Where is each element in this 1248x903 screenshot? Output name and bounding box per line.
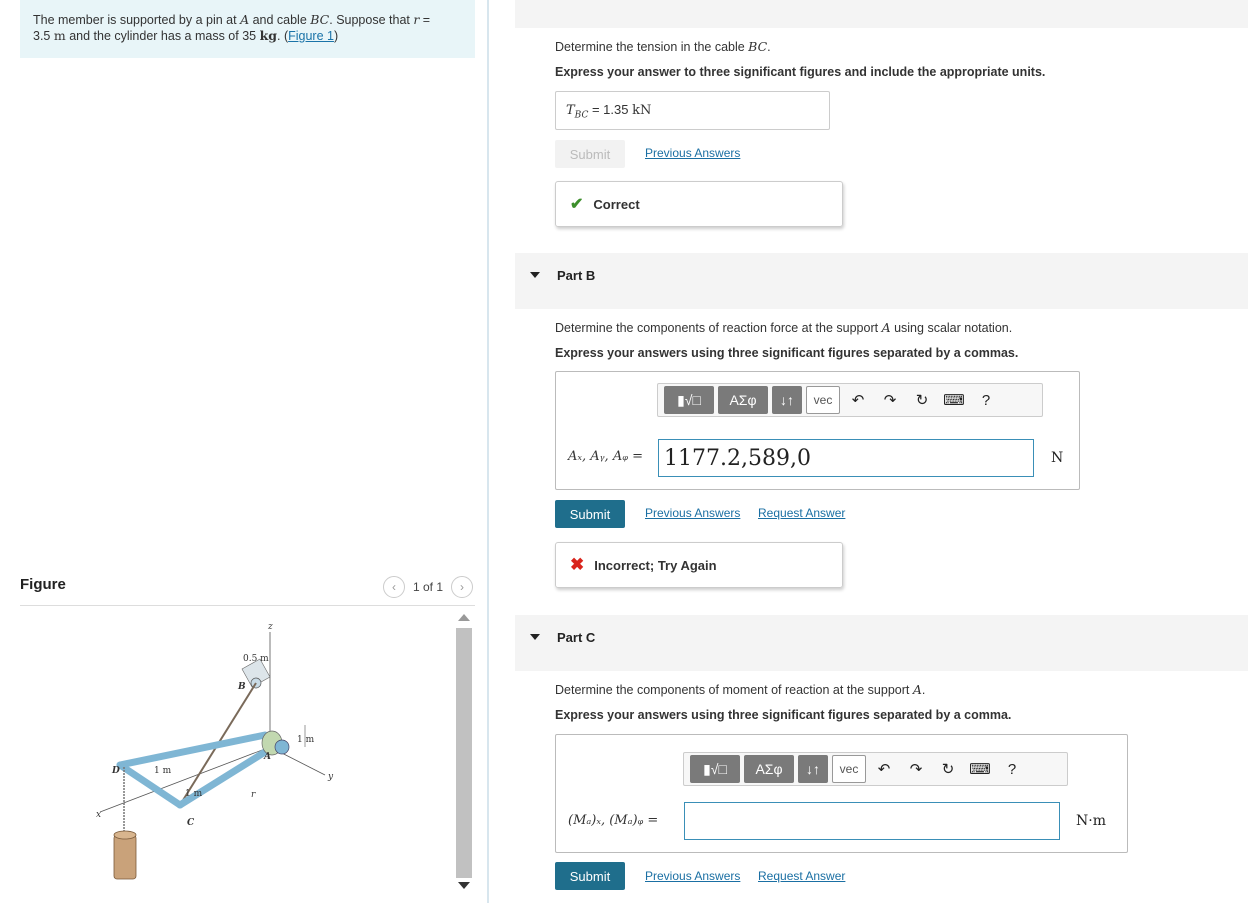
part-a-answer-field[interactable]	[555, 91, 830, 130]
label-c: C	[187, 818, 195, 828]
arrows-button[interactable]	[772, 386, 802, 414]
answer-var: T	[566, 103, 575, 118]
feedback-text: Incorrect; Try Again	[594, 557, 717, 573]
column-divider	[487, 0, 489, 903]
question-text: Determine the components of moment of reaction at the support	[555, 683, 913, 697]
keyboard-icon[interactable]: ⌨	[969, 761, 991, 778]
label-b: B	[238, 682, 246, 692]
part-c-request-answer-link[interactable]: Request Answer	[758, 869, 846, 883]
part-a-instruction: Express your answer to three significant figures and include the appropriate units.	[555, 65, 1046, 79]
answer-value: 1.35	[603, 102, 633, 117]
redo-icon[interactable]: ↷	[883, 392, 897, 409]
part-c-instruction: Express your answers using three significant figures separated by a comma.	[555, 708, 1012, 722]
part-b-request-answer-link[interactable]: Request Answer	[758, 506, 846, 520]
problem-text: =	[419, 13, 431, 27]
problem-text: and cable	[249, 13, 311, 27]
part-c-question	[555, 682, 925, 697]
vec-button[interactable]	[806, 386, 840, 414]
reset-icon[interactable]: ↻	[941, 761, 955, 778]
part-b-previous-answers-link[interactable]: Previous Answers	[645, 506, 741, 520]
part-b-unit: N	[1051, 450, 1064, 466]
part-b-instruction: Express your answers using three significant figures separated by a commas.	[555, 346, 1019, 360]
scroll-thumb[interactable]	[456, 628, 472, 878]
figure-image	[20, 607, 455, 903]
label-x: x	[96, 810, 102, 820]
question-text: .	[921, 683, 926, 697]
part-a-submit-button[interactable]: Submit	[555, 140, 625, 168]
sqrt-template-icon: ▮√□	[677, 391, 701, 408]
scroll-down-icon[interactable]	[458, 882, 470, 889]
problem-text: . Suppose that	[329, 13, 414, 27]
part-c-submit-button[interactable]: Submit	[555, 862, 625, 890]
help-icon[interactable]	[998, 755, 1026, 783]
mechanics-figure	[20, 607, 455, 903]
part-b-toolbar	[657, 383, 1043, 417]
label-r: r	[251, 790, 256, 800]
part-b-eq-label: Aₓ, Aᵧ, Aᵩ =	[568, 449, 643, 464]
problem-text: and the cylinder has a mass of 35	[65, 29, 260, 43]
label-d: D	[112, 766, 120, 776]
greek-button[interactable]	[718, 386, 768, 414]
part-a-header	[515, 0, 1248, 28]
problem-text: 3.5	[33, 29, 54, 43]
greek-button[interactable]	[744, 755, 794, 783]
answer-sub: BC	[574, 110, 589, 121]
arrows-button[interactable]	[798, 755, 828, 783]
vec-label: vec	[839, 762, 859, 776]
question-text: Determine the tension in the cable	[555, 40, 749, 54]
figure-scrollbar[interactable]	[455, 610, 473, 893]
arrows-icon: ↓↑	[806, 761, 820, 777]
prev-figure-button[interactable]	[383, 576, 405, 598]
next-figure-button[interactable]	[451, 576, 473, 598]
answer-unit: kN	[632, 103, 652, 118]
part-b-header[interactable]	[515, 253, 1248, 309]
chevron-left-icon: ‹	[391, 580, 396, 594]
label-05m: 0.5 m	[243, 654, 269, 664]
caret-down-icon	[530, 634, 540, 640]
part-b-label: Part B	[557, 268, 596, 283]
var-r: r	[413, 12, 420, 27]
reset-icon[interactable]: ↻	[915, 392, 929, 409]
help-label: ?	[1007, 760, 1017, 778]
figure-title: Figure	[20, 576, 66, 593]
figure-link[interactable]: Figure 1	[288, 29, 334, 43]
greek-icon: ΑΣφ	[729, 392, 757, 408]
chevron-right-icon: ›	[460, 580, 464, 594]
part-c-unit: N·m	[1076, 813, 1106, 829]
problem-text: . (	[277, 29, 289, 43]
part-b-answer-input[interactable]: 1177.2,589,0	[658, 439, 1034, 477]
pager-text: 1 of 1	[412, 580, 443, 594]
question-text: using scalar notation.	[890, 321, 1013, 335]
figure-pager	[383, 576, 473, 598]
cross-icon: ✖	[570, 555, 585, 574]
problem-text: The member is supported by a pin at	[33, 13, 241, 27]
part-b-math-editor	[555, 371, 1080, 490]
scroll-up-icon[interactable]	[458, 614, 470, 621]
var-a: A	[240, 12, 250, 27]
feedback-text: Correct	[593, 196, 640, 212]
problem-text: )	[333, 29, 339, 43]
part-a-feedback	[555, 181, 843, 227]
question-text: Determine the components of reaction force at the support	[555, 321, 882, 335]
part-c-answer-input[interactable]	[684, 802, 1060, 840]
template-button[interactable]	[690, 755, 740, 783]
figure-header	[20, 572, 475, 606]
template-button[interactable]	[664, 386, 714, 414]
var-a: A	[912, 682, 922, 697]
help-label: ?	[981, 391, 991, 409]
label-1m-top: 1 m	[297, 735, 315, 745]
part-a-previous-answers-link[interactable]: Previous Answers	[645, 146, 741, 160]
part-c-previous-answers-link[interactable]: Previous Answers	[645, 869, 741, 883]
undo-icon[interactable]: ↶	[877, 761, 891, 778]
part-b-submit-button[interactable]: Submit	[555, 500, 625, 528]
undo-icon[interactable]: ↶	[851, 392, 865, 409]
var-a: A	[881, 320, 891, 335]
label-a: A	[264, 752, 271, 762]
var-bc: BC	[748, 39, 768, 54]
problem-statement	[20, 0, 475, 58]
vec-label: vec	[813, 393, 833, 407]
redo-icon[interactable]: ↷	[909, 761, 923, 778]
sqrt-template-icon: ▮√□	[703, 760, 727, 777]
help-icon[interactable]	[972, 386, 1000, 414]
part-b-question	[555, 320, 1012, 335]
unit-kg: kg	[259, 28, 277, 43]
label-1m-left: 1 m	[154, 766, 172, 776]
unit-m: m	[53, 28, 66, 43]
var-bc: BC	[310, 12, 330, 27]
part-a-question	[555, 39, 771, 54]
vec-button[interactable]	[832, 755, 866, 783]
part-c-toolbar	[683, 752, 1068, 786]
part-c-label: Part C	[557, 630, 596, 645]
part-c-math-editor	[555, 734, 1128, 853]
arrows-icon: ↓↑	[780, 392, 794, 408]
check-icon: ✔	[570, 196, 584, 213]
caret-down-icon	[530, 272, 540, 278]
label-z: z	[268, 622, 273, 632]
question-text: .	[767, 40, 771, 54]
answer-eq: =	[588, 102, 604, 117]
greek-icon: ΑΣφ	[755, 761, 783, 777]
part-b-feedback	[555, 542, 843, 588]
label-1m-mid: 1 m	[185, 789, 203, 799]
label-y: y	[328, 772, 334, 782]
part-c-header[interactable]	[515, 615, 1248, 671]
keyboard-icon[interactable]: ⌨	[943, 392, 965, 409]
part-c-eq-label: (Mₐ)ₓ, (Mₐ)ᵩ =	[568, 813, 659, 828]
